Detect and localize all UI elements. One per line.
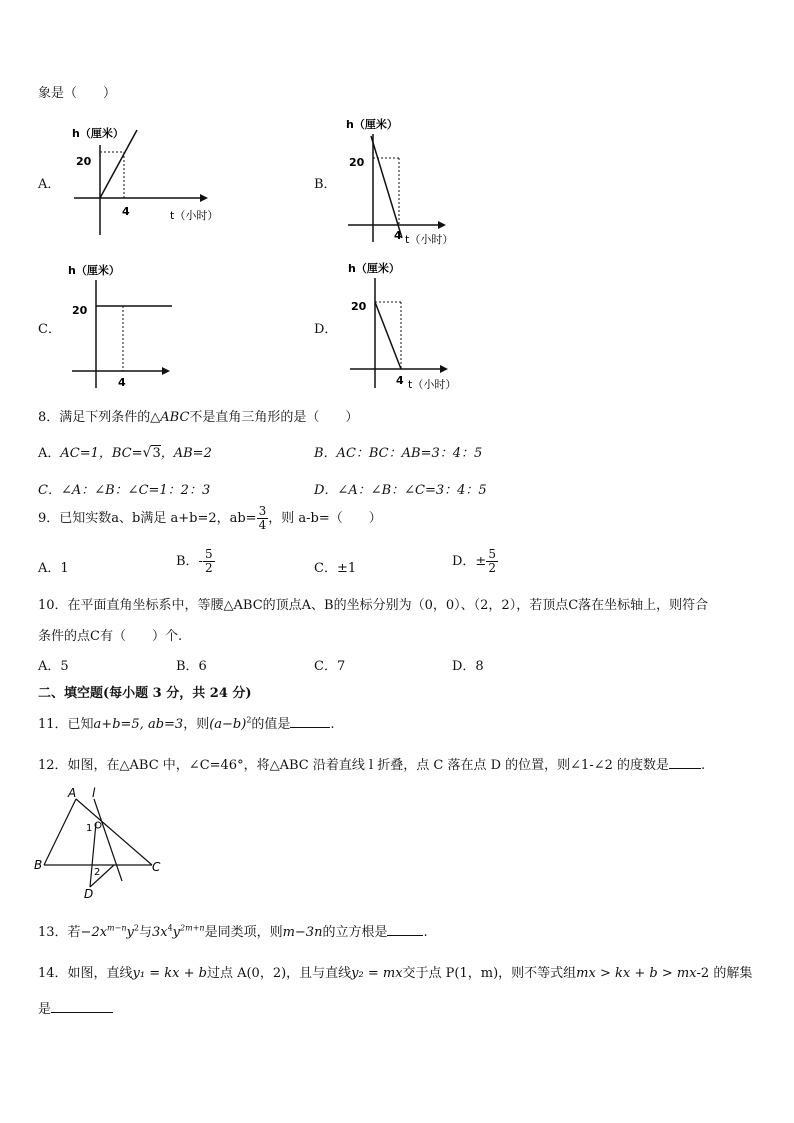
- q7-option-d-label: D．: [314, 322, 338, 337]
- q11-answer-blank[interactable]: [290, 715, 330, 728]
- q10-option-c: C．7: [314, 659, 346, 674]
- q9-stem: 9．已知实数a、b满足 a+b=2，ab= $\frac{3}{4}$ ，则 a-b=（ ）: [38, 504, 382, 532]
- q10-stem-line1: 10．在平面直角坐标系中，等腰△ABC的顶点A、B的坐标分别为（0，0）、（2，2），若顶点C落在坐标轴上，则符合: [38, 598, 709, 613]
- q14-stem-line1: 14．如图，直线y₁ = kx + b过点 A(0，2)，且与直线y₂ = mx交于点 P(1，m)，则不等式组mx > kx + b > mx-2 的解集: [38, 966, 753, 981]
- q12-stem: 12．如图，在△ABC 中，∠C=46°，将△ABC 沿着直线 l 折叠，点 C 落在点 D 的位置，则∠1-∠2 的度数是 .: [38, 758, 706, 773]
- svg-text:1: 1: [86, 823, 93, 834]
- q8-option-b: B．AC：BC：AB=3：4：5: [314, 446, 483, 461]
- q13-stem: 13．若$-2x^{m-n}y^2$与$3x^4y^{2m+n}$是同类项，则m−3n的立方根是 .: [38, 923, 428, 940]
- q8-option-c: C．∠A：∠B：∠C=1：2：3: [38, 483, 211, 498]
- svg-text:D: D: [84, 887, 94, 901]
- q8-option-d: D．∠A：∠B：∠C=3：4：5: [314, 483, 487, 498]
- svg-text:2: 2: [94, 867, 101, 878]
- q10-option-a: A．5: [38, 659, 69, 674]
- q10-option-d: D．8: [452, 659, 484, 674]
- q14-stem-line2: 是: [38, 998, 113, 1017]
- svg-text:4: 4: [394, 229, 402, 242]
- q7-graph-d: [342, 256, 482, 396]
- q13-answer-blank[interactable]: [387, 923, 423, 936]
- graph-a-ylabel: h（厘米）: [72, 127, 124, 140]
- graph-a-xlabel: t（小时）: [170, 209, 219, 222]
- svg-text:20: 20: [72, 304, 88, 317]
- q9-option-b: B．- $\frac{5}{2}$: [176, 547, 213, 575]
- q8-option-a: A．AC=1，BC=√3，AB=2: [38, 445, 212, 461]
- svg-text:B: B: [34, 858, 43, 872]
- svg-text:C: C: [152, 860, 161, 874]
- graph-c-ylabel: h（厘米）: [68, 264, 120, 277]
- graph-d-xlabel: t（小时）: [408, 378, 457, 391]
- q11-stem: 11．已知a+b=5, ab=3，则$(a-b)^2$的值是 .: [38, 715, 335, 732]
- graph-b-ylabel: h（厘米）: [346, 118, 398, 131]
- svg-text:20: 20: [349, 156, 365, 169]
- graph-b-xlabel: t（小时）: [405, 233, 454, 246]
- q14-answer-blank[interactable]: [51, 1000, 113, 1013]
- q8-stem: 8．满足下列条件的△ABC不是直角三角形的是（ ）: [38, 410, 359, 425]
- q12-figure: [34, 785, 174, 903]
- q7-graph-c: [62, 258, 192, 393]
- svg-text:A: A: [68, 786, 77, 800]
- q7-graph-a: [60, 115, 260, 240]
- svg-text:4: 4: [396, 374, 404, 387]
- svg-text:20: 20: [351, 300, 367, 313]
- svg-text:4: 4: [122, 205, 130, 218]
- graph-d-ylabel: h（厘米）: [348, 262, 400, 275]
- svg-text:4: 4: [118, 376, 126, 389]
- q10-stem-line2: 条件的点C有（ ）个.: [38, 629, 183, 644]
- q12-answer-blank[interactable]: [669, 756, 701, 769]
- q7-graph-b: [340, 112, 480, 252]
- question-7-stem-tail: 象是（ ）: [38, 86, 117, 101]
- q9-option-c: C．±1: [314, 561, 357, 576]
- q10-option-b: B．6: [176, 659, 207, 674]
- svg-text:l: l: [92, 786, 96, 800]
- q9-option-d: D．± $\frac{5}{2}$: [452, 547, 496, 575]
- q7-option-b-label: B．: [314, 177, 337, 192]
- section-2-heading: 二、填空题(每小题 3 分，共 24 分): [38, 686, 252, 701]
- q9-option-a: A．1: [38, 561, 69, 576]
- svg-text:20: 20: [76, 155, 92, 168]
- q7-option-a-label: A．: [38, 177, 61, 192]
- q7-option-c-label: C．: [38, 322, 61, 337]
